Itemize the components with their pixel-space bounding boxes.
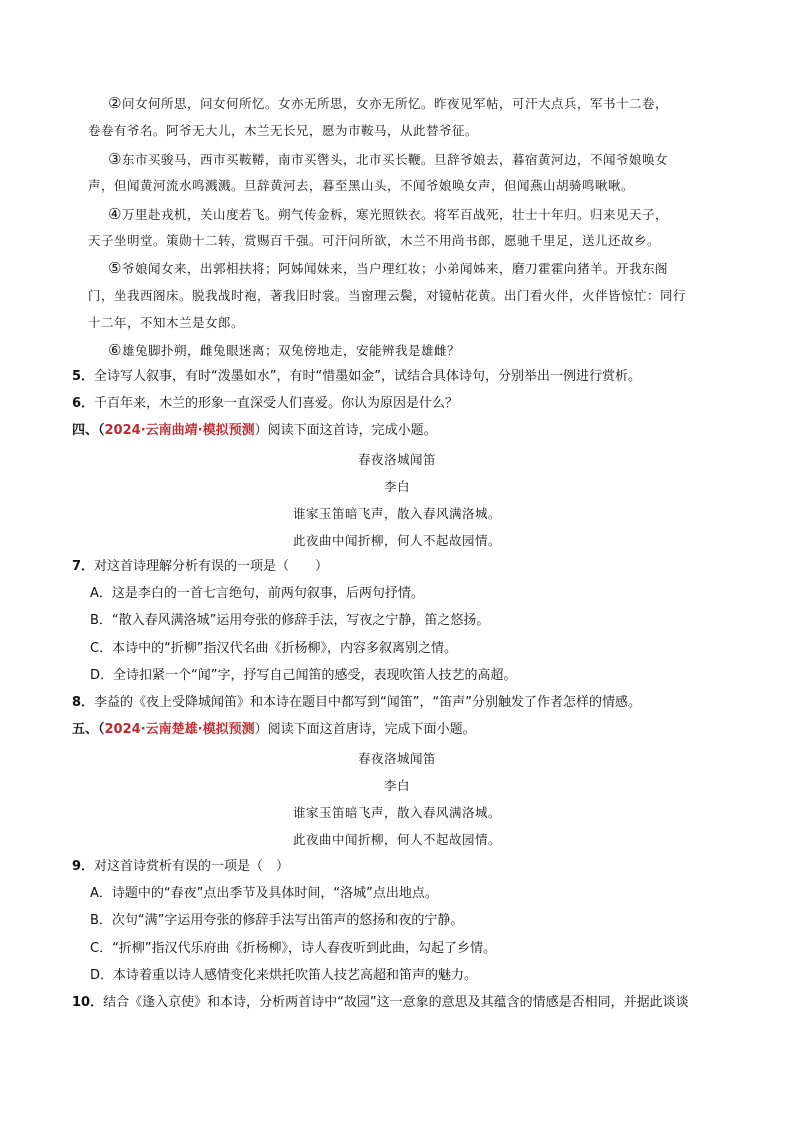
question-5	[72, 368, 641, 386]
poem-author: 李白	[383, 778, 410, 793]
question-number: 9．	[72, 859, 95, 874]
section-suffix: ）阅读下面这首唐诗，完成下面小题。	[254, 722, 476, 737]
poem-text: 万里赴戎机，关山度若飞。朔气传金柝，寒光照铁衣。将军百战死，壮士十年归。归来见天子，	[121, 207, 668, 222]
question-text: 结合《逢入京使》和本诗，分析两首诗中“故园”这一意象的意思及其蕴含的情感是否相同，并据此谈谈	[103, 995, 689, 1010]
question-text: 李益的《夜上受降城闻笛》和本诗在题目中都写到“闻笛”，“笛声”分别触发了作者怎样的情感。	[94, 695, 641, 710]
poem-author: 李白	[383, 479, 410, 494]
question-number: 10．	[72, 995, 104, 1010]
question-text: 对这首诗理解分析有误的一项是（ ）	[94, 559, 329, 574]
question-number: 5．	[72, 369, 95, 384]
q9-option-a: A．诗题中的“春夜”点出季节及具体时间，“洛城”点出地点。	[90, 886, 438, 901]
q9-option-b: B．次句“满”字运用夸张的修辞手法写出笛声的悠扬和夜的宁静。	[90, 913, 464, 928]
section-prefix: 四、（	[72, 423, 105, 438]
question-8	[72, 694, 641, 712]
poem-line-10	[108, 341, 460, 360]
question-6	[72, 395, 458, 413]
q7-option-a: A．这是李白的一首七言绝句，前两句叙事，后两句抒情。	[90, 586, 424, 601]
poem-verse-1: 谁家玉笛暗飞声，散入春风满洛城。	[292, 805, 501, 820]
q9-option-d: D．本诗着重以诗人感情变化来烘托吹笛人技艺高超和笛声的魅力。	[90, 968, 478, 983]
poem-line-1	[108, 94, 668, 113]
question-number: 7．	[72, 559, 95, 574]
section-4-heading	[72, 422, 437, 440]
poem-text: 东市买骏马，西市买鞍鞯，南市买辔头，北市买长鞭。旦辞爷娘去，暮宿黄河边，不闻爷娘唤女	[121, 152, 668, 167]
question-9	[72, 858, 289, 876]
section-suffix: ）阅读下面这首诗，完成小题。	[254, 423, 437, 438]
poem-line-6	[88, 232, 660, 250]
question-number: 6．	[72, 396, 95, 411]
poem-line-2	[88, 122, 478, 140]
poem-text: 声，但闻黄河流水鸣溅溅。旦辞黄河去，暮至黑山头，不闻爷娘唤女声，但闻燕山胡骑鸣啾啾。	[88, 178, 635, 193]
poem-line-8	[88, 287, 686, 305]
poem-title: 春夜洛城闻笛	[357, 751, 436, 766]
poem-text: 雄兔脚扑朔，雌兔眼迷离；双兔傍地走，安能辨我是雄雌？	[121, 343, 460, 358]
q7-option-d: D．全诗扣紧一个“闻”字，抒写自己闻笛的感受，表现吹笛人技艺的高超。	[90, 668, 517, 683]
question-10	[72, 994, 689, 1012]
poem-text: 十二年，不知木兰是女郎。	[88, 315, 245, 330]
poem-line-4	[88, 177, 634, 195]
section-5-heading	[72, 721, 476, 739]
poem-line-7	[108, 259, 668, 278]
paragraph-marker: ⑥	[108, 341, 122, 359]
question-text: 对这首诗赏析有误的一项是（ ）	[94, 859, 290, 874]
source-tag: 2024·云南楚雄·模拟预测	[104, 722, 255, 737]
poem-line-3	[108, 150, 668, 169]
poem-text: 爷娘闻女来，出郭相扶将；阿姊闻妹来，当户理红妆；小弟闻姊来，磨刀霍霍向猪羊。开我东阁	[121, 261, 668, 276]
poem-text: 门，坐我西阁床。脱我战时袍，著我旧时裳。当窗理云鬓，对镜帖花黄。出门看火伴，火伴皆惊忙：同行	[88, 288, 687, 303]
question-text: 全诗写人叙事，有时“泼墨如水”，有时“惜墨如金”，试结合具体诗句，分别举出一例进行赏析。	[94, 369, 641, 384]
poem-line-5	[108, 205, 668, 224]
paragraph-marker: ④	[108, 205, 122, 223]
question-text: 千百年来，木兰的形象一直深受人们喜爱。你认为原因是什么？	[94, 396, 459, 411]
paragraph-marker: ③	[108, 150, 122, 168]
poem-verse-1: 谁家玉笛暗飞声，散入春风满洛城。	[292, 506, 501, 521]
poem-verse-2: 此夜曲中闻折柳，何人不起故园情。	[292, 832, 501, 847]
question-number: 8．	[72, 695, 95, 710]
paragraph-marker: ⑤	[108, 259, 122, 277]
paragraph-marker: ②	[108, 94, 122, 112]
question-7	[72, 558, 328, 576]
section-prefix: 五、（	[72, 722, 105, 737]
q9-option-c: C．“折柳”指汉代乐府曲《折杨柳》，诗人春夜听到此曲，勾起了乡情。	[90, 941, 497, 956]
poem-line-9	[88, 314, 244, 332]
poem-text: 卷卷有爷名。阿爷无大儿，木兰无长兄，愿为市鞍马，从此替爷征。	[88, 123, 479, 138]
poem-verse-2: 此夜曲中闻折柳，何人不起故园情。	[292, 533, 501, 548]
poem-text: 问女何所思，问女何所忆。女亦无所思，女亦无所忆。昨夜见军帖，可汗大点兵，军书十二卷，	[121, 96, 668, 111]
poem-title: 春夜洛城闻笛	[357, 452, 436, 467]
poem-text: 天子坐明堂。策勋十二转，赏赐百千强。可汗问所欲，木兰不用尚书郎，愿驰千里足，送儿还故乡。	[88, 233, 661, 248]
q7-option-c: C．本诗中的“折柳”指汉代名曲《折杨柳》，内容多叙离别之情。	[90, 641, 458, 656]
source-tag: 2024·云南曲靖·模拟预测	[104, 423, 255, 438]
q7-option-b: B．“散入春风满洛城”运用夸张的修辞手法，写夜之宁静，笛之悠扬。	[90, 613, 490, 628]
